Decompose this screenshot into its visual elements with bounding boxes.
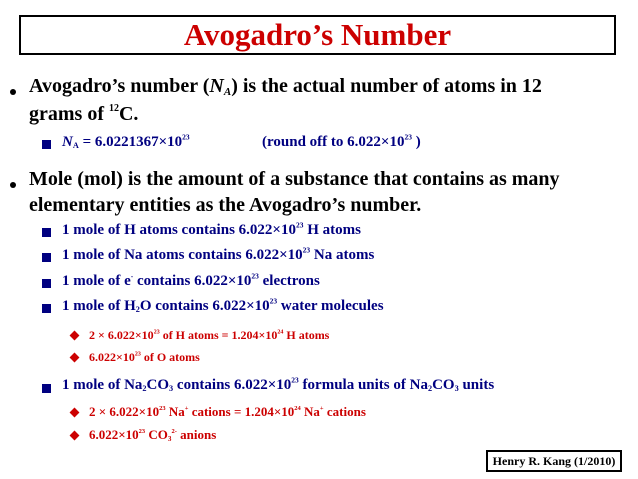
diamond-bullet-icon (70, 408, 80, 418)
avogadro-rounded: (round off to $6.022\times 10^{23}$ ) (262, 132, 421, 150)
water-hydrogen-count: $2 \times 6.022\times 10^{23}$ of H atoms = $1.204\times 10^{24}$ H atoms (89, 328, 330, 342)
carbonate-anion-count: $6.022\times 10^{23}$ $CO_3^{2-}$ anions (89, 427, 217, 443)
diamond-bullet-icon (70, 431, 80, 441)
slide-title: Avogadro’s Number (19, 15, 616, 55)
bullet-dot-icon (10, 89, 16, 95)
water-oxygen-count: $6.022\times 10^{23}$ of O atoms (89, 350, 200, 364)
example-sodium-carbonate: 1 mole of $Na_2CO_3$ contains $6.022\times 10^{23}$ formula units of $Na_2CO_3$ units (62, 375, 495, 394)
carbonate-cation-count: $2 \times 6.022\times 10^{23}$ Na+ cations = $1.204\times 10^{24}$ Na+ cations (89, 404, 366, 419)
example-water: 1 mole of $H_2O$ contains $6.022\times 10^{23}$ water molecules (62, 296, 384, 315)
example-sodium: 1 mole of Na atoms contains $6.022\times 10^{23}$ Na atoms (62, 245, 375, 263)
bullet-dot-icon (10, 182, 16, 188)
diamond-bullet-icon (70, 353, 80, 363)
square-bullet-icon (42, 304, 51, 313)
author-credit: Henry R. Kang (1/2010) (486, 450, 622, 472)
bullet-mole-definition-cont: elementary entities as the Avogadro’s number. (29, 194, 422, 216)
square-bullet-icon (42, 253, 51, 262)
square-bullet-icon (42, 140, 51, 149)
bullet-mole-definition: Mole (mol) is the amount of a substance that contains as many (29, 168, 560, 190)
square-bullet-icon (42, 228, 51, 237)
avogadro-value: $N_A = 6.0221367\times 10^{23}$ (62, 132, 190, 151)
square-bullet-icon (42, 279, 51, 288)
square-bullet-icon (42, 384, 51, 393)
bullet-avogadro-definition-cont: grams of $^{12}$C. (29, 103, 139, 125)
example-electron: 1 mole of e- contains $6.022\times 10^{23}$ electrons (62, 271, 320, 289)
example-hydrogen: 1 mole of H atoms contains $6.022\times 10^{23}$ H atoms (62, 220, 361, 238)
diamond-bullet-icon (70, 331, 80, 341)
bullet-avogadro-definition: Avogadro’s number $(N_A)$ is the actual number of atoms in 12 (29, 75, 542, 98)
